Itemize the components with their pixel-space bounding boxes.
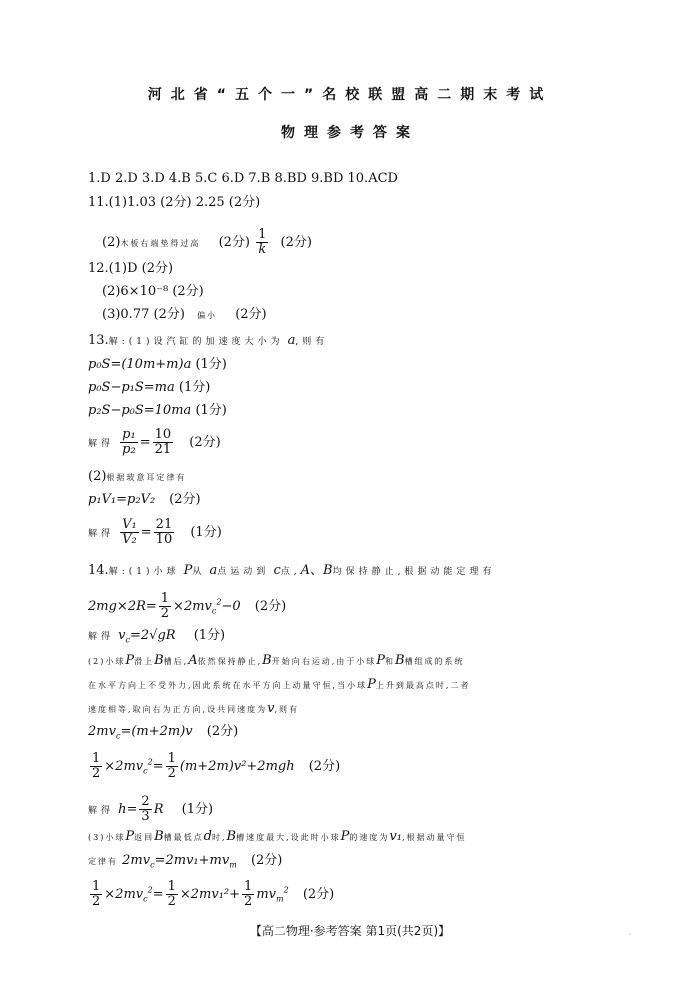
q13-eq3: p₂S−p₀S=10ma (1分) <box>88 403 227 418</box>
q14-eq2: 解得 $v_c=2√gR$ (1分) <box>88 628 226 645</box>
q14-eq5: 解得 h= $\frac{2}{3}$ R (1分) <box>88 794 214 824</box>
q13-result2: 解得 $\frac{\text{V₁}}{\text{V₂}}$ = $\frac{21}{10}$ (1分) <box>88 517 222 547</box>
q14-eq3: $2mv_c=(m+2m)v$ (2分) <box>88 724 239 741</box>
q11-line1: 11.(1)1.03 (2分) 2.25 (2分) <box>88 195 261 210</box>
q14-eq4: $\frac{1}{2}$ $\times 2mv_c^2=$ $\frac{1}{2}$ (m+2m)v²+2mgh (2分) <box>92 751 341 781</box>
q11-line2: (2)木板右端垫得过高 (2分) $\frac{1}{k}$ (2分) <box>102 227 312 257</box>
q14-eq6: 定律有 $2mv_c=2mv_1+mv_m$ (2分) <box>88 853 283 870</box>
q13-result1: 解得 $\frac{\text{p₁}}{\text{p₂}}$ = $\frac{10}{21}$ (2分) <box>88 427 221 457</box>
q14-eq7: $\frac{1}{2}$ $\times 2mv_c^2=$ $\frac{1}{2}$ ×2mv₁²+ $\frac{1}{2}$ $mv_m^2$ (2分) <box>92 879 335 909</box>
q14-para2-line3: 速度相等,取向右为正方向,设共同速度为v,则有 <box>88 701 299 716</box>
q14-para2-line2: 在水平方向上不受外力,因此系统在水平方向上动量守恒,当小球P上升到最高点时,二者 <box>88 677 471 692</box>
q14-eq1: 2mg×2R= $\frac{1}{2}$ $\times 2mv_c^2-0$ (2分) <box>88 591 287 621</box>
q12-line3: (3)0.77 (2分) 偏小 (2分) <box>102 307 267 322</box>
q12-line1: 12.(1)D (2分) <box>88 261 174 276</box>
q13-eq1: p₀S=(10m+m)a (1分) <box>88 357 227 372</box>
page-subtitle: 物理参考答案 <box>281 125 419 141</box>
q13-eq2: p₀S−p₁S=ma (1分) <box>88 380 211 395</box>
q11-fraction: $\frac{1}{k}$ <box>258 227 267 257</box>
choice-answers: 1.D 2.D 3.D 4.B 5.C 6.D 7.B 8.BD 9.BD 10.ACD <box>88 171 398 186</box>
q13-line5: (2)根据玻意耳定律有 <box>88 469 187 484</box>
q14-para2-line1: (2)小球P滑上B槽后,A依然保持静止,B开始向右运动,由于小球P和B槽组成的系统 <box>88 653 465 668</box>
q14-line1: 14.解:(1)小球 P从 a点运动到 c点,A、B均保持静止,根据动能定理有 <box>88 563 496 578</box>
q13-line1: 13.解:(1)设汽缸的加速度大小为 a,则有 <box>88 333 329 348</box>
corner-mark: · <box>628 930 631 939</box>
q13-eq4: p₁V₁=p₂V₂ (2分) <box>88 492 201 507</box>
page-footer: 【高二物理·参考答案 第1页(共2页)】 <box>249 924 451 938</box>
q12-line2: (2)6×10⁻⁸ (2分) <box>102 284 204 299</box>
page-title: 河北省“五个一”名校联盟高二期末考试 <box>147 87 553 103</box>
q14-para3-line1: (3)小球P返回B槽最低点d时,B槽速度最大,设此时小球P的速度为v₁,根据动量守恒 <box>88 829 467 844</box>
